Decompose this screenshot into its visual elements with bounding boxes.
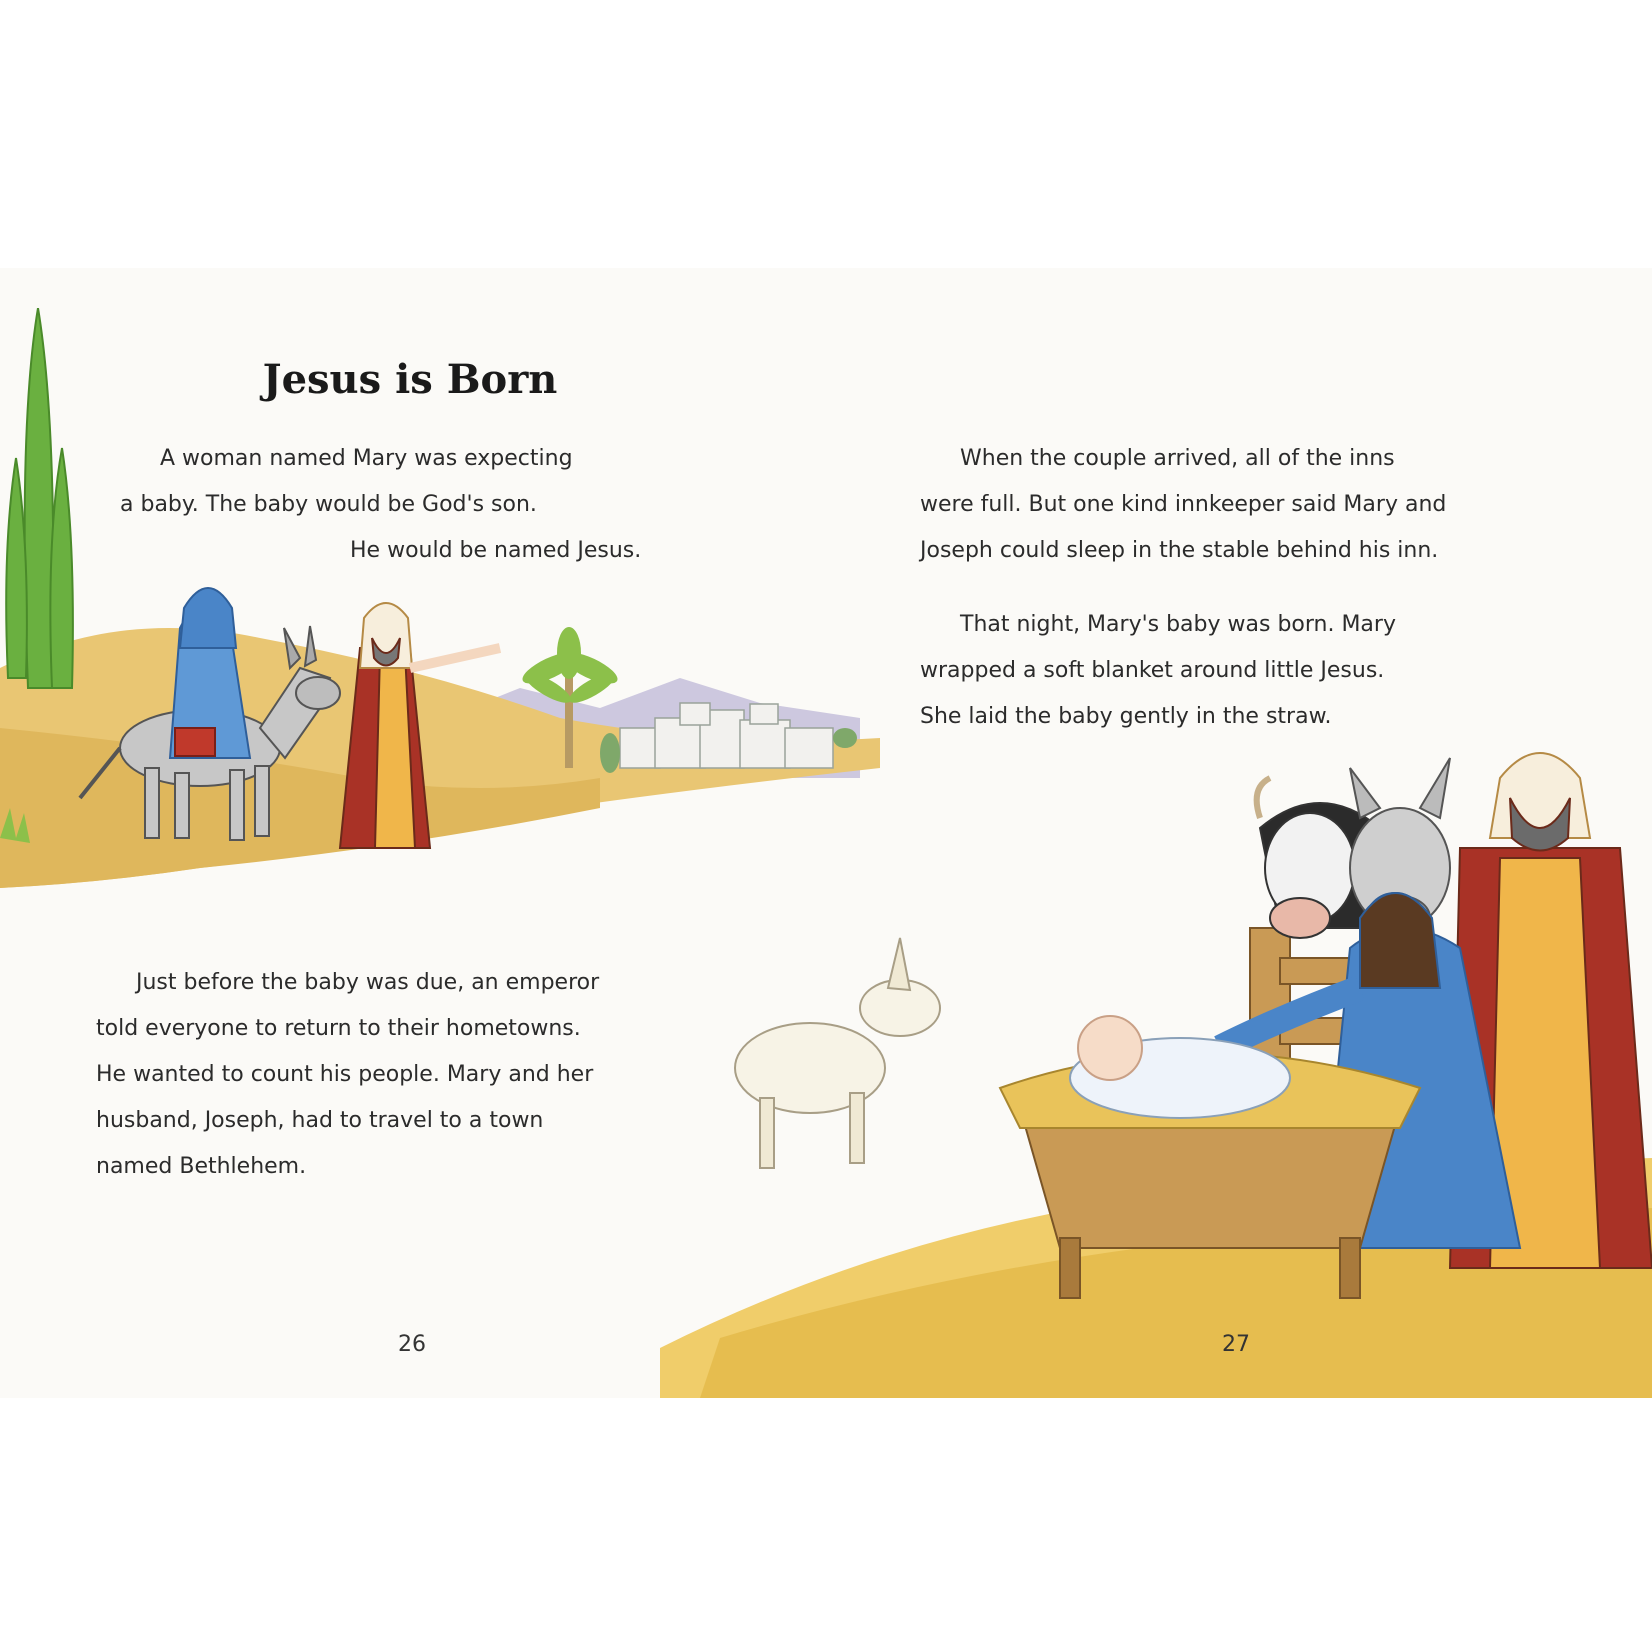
page-number-left: 26 — [398, 1332, 426, 1357]
travel-paragraph — [96, 960, 736, 1190]
text-line: wrapped a soft blanket around little Jesus. — [920, 658, 1385, 683]
text-line: a baby. The baby would be God's son. — [120, 492, 537, 517]
text-line: named Bethlehem. — [96, 1154, 307, 1179]
book-spread — [0, 268, 1652, 1398]
text-line: He wanted to count his people. Mary and her — [96, 1062, 594, 1087]
story-title: Jesus is Born — [262, 356, 558, 403]
text-line: A woman named Mary was expecting — [160, 446, 573, 471]
page-number-right: 27 — [1222, 1332, 1250, 1357]
text-line: When the couple arrived, all of the inns — [960, 446, 1395, 471]
nativity-illustration — [660, 688, 1652, 1398]
birth-paragraph — [920, 602, 1560, 740]
text-line: Just before the baby was due, an emperor — [136, 970, 600, 995]
intro-paragraph — [120, 436, 700, 574]
text-line: That night, Mary's baby was born. Mary — [960, 612, 1396, 637]
text-line: husband, Joseph, had to travel to a town — [96, 1108, 544, 1133]
arrival-paragraph — [920, 436, 1560, 574]
text-line: She laid the baby gently in the straw. — [920, 704, 1332, 729]
text-line: told everyone to return to their hometowns. — [96, 1016, 581, 1041]
text-line: Joseph could sleep in the stable behind his inn. — [920, 538, 1439, 563]
text-line: were full. But one kind innkeeper said Mary and — [920, 492, 1447, 517]
text-line: He would be named Jesus. — [350, 538, 642, 563]
